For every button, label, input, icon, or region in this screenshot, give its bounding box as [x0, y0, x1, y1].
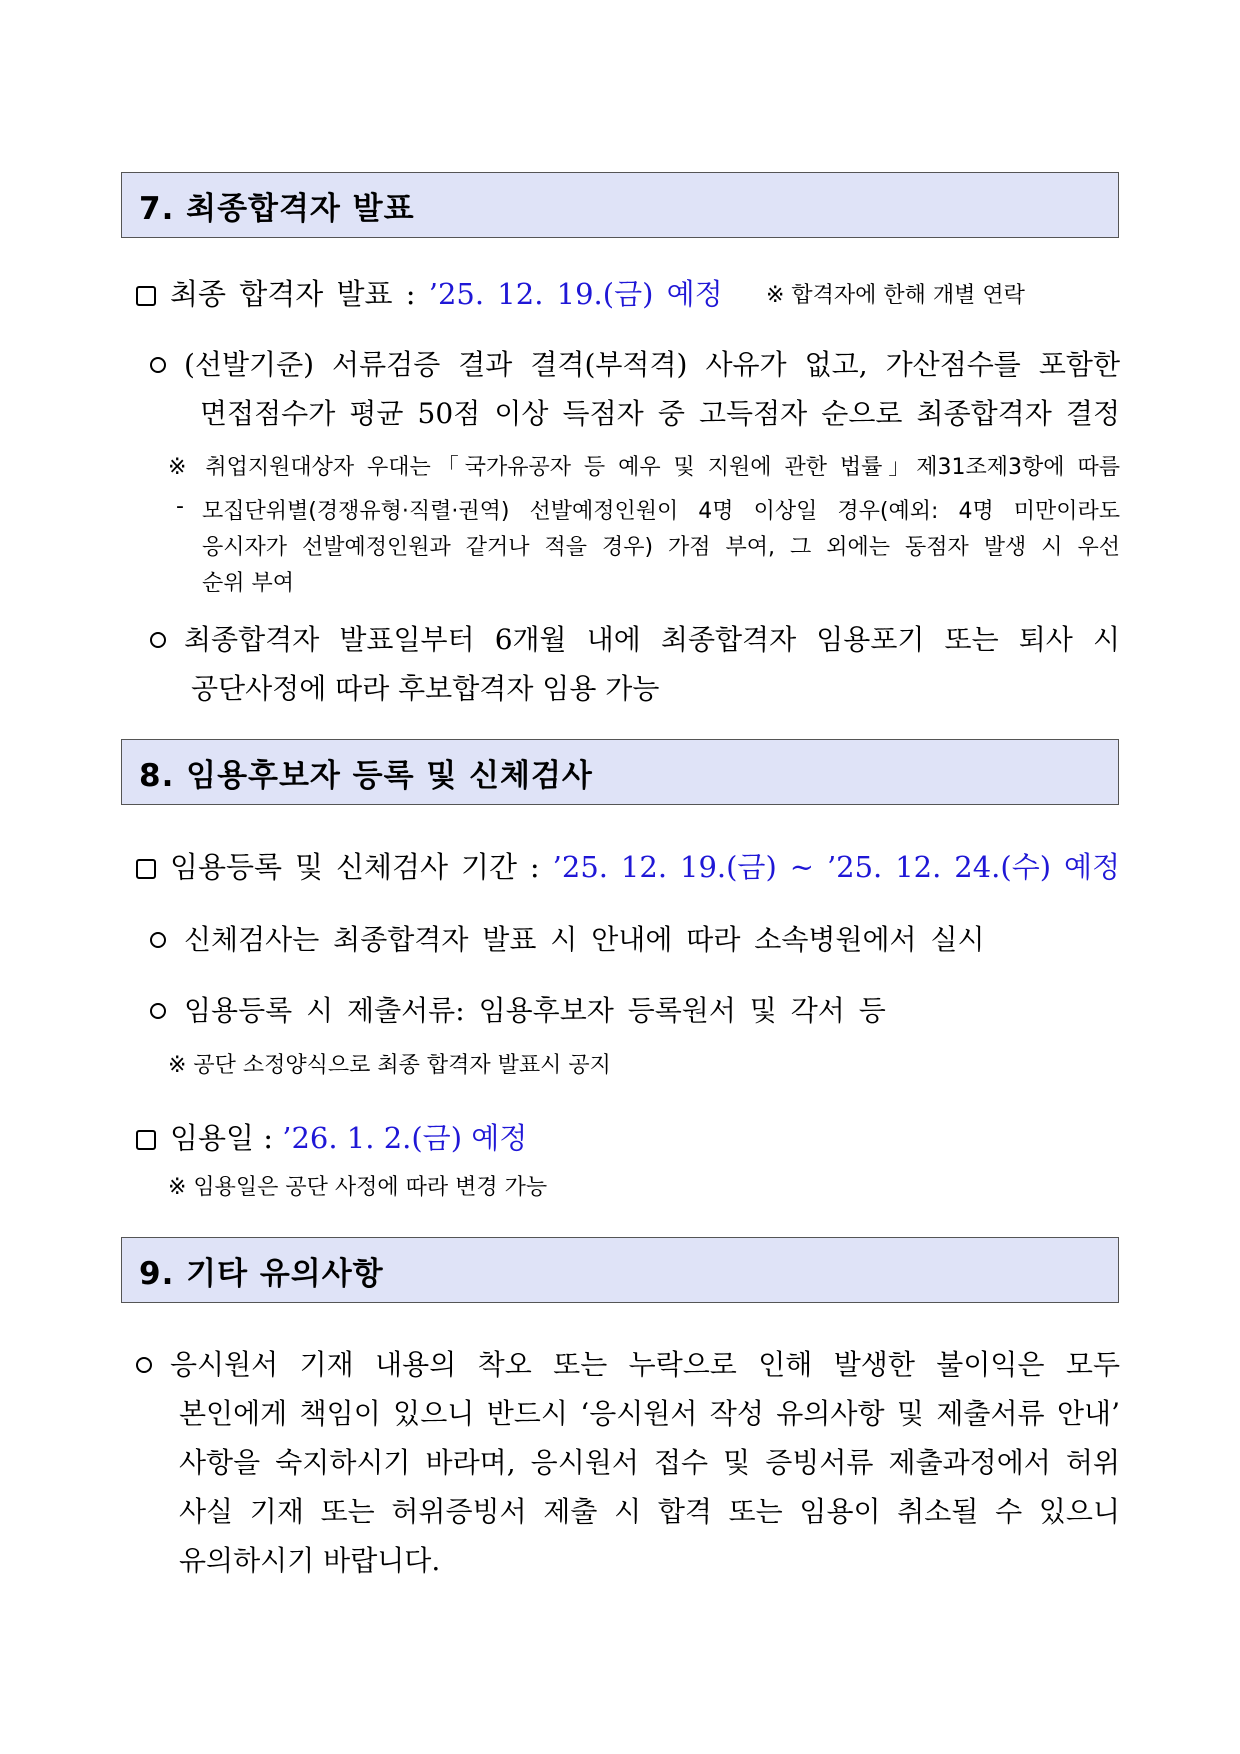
- section-8-title: 8. 임용후보자 등록 및 신체검사: [139, 758, 593, 794]
- appoint-line: [136, 1116, 527, 1157]
- announce-line: [136, 272, 723, 313]
- detail-line-2: 응시자가 선발예정인원과 같거나 적을 경우) 가점 부여, 그 외에는 동점자 발생 시 우선: [202, 535, 1120, 560]
- section-7-title: 7. 최종합격자 발표: [139, 191, 415, 227]
- detail-line-1: 모집단위별(경쟁유형·직렬·권역) 선발예정인원이 4명 이상일 경우(예외: 4명 미만이라도: [202, 499, 1120, 524]
- checkbox-square-icon: [136, 859, 156, 879]
- backup-line-1: 최종합격자 발표일부터 6개월 내에 최종합격자 임용포기 또는 퇴사 시: [184, 623, 1120, 656]
- circle-bullet-icon: [150, 357, 166, 373]
- period-line: [136, 845, 1120, 886]
- backup-line-2: 공단사정에 따라 후보합격자 임용 가능: [191, 672, 660, 705]
- criteria-line-2-wrap: [200, 389, 1120, 438]
- preference-note-wrap: [168, 450, 1120, 481]
- detail-line-3: 순위 부여: [202, 571, 295, 596]
- section-8-header: [121, 739, 1119, 805]
- announce-date: ’25. 12. 19.(금) 예정: [428, 277, 723, 311]
- section-9-header: [121, 1237, 1119, 1303]
- circle-bullet-icon: [150, 632, 166, 648]
- period-date: ’25. 12. 19.(금) ~ ’25. 12. 24.(수) 예정: [552, 850, 1121, 884]
- docs-item: [150, 986, 886, 1035]
- circle-bullet-icon: [150, 1003, 166, 1019]
- caution-line-3-wrap: [179, 1438, 1120, 1487]
- docs-text: 임용등록 시 제출서류: 임용후보자 등록원서 및 각서 등: [184, 994, 886, 1027]
- docs-note: ※ 공단 소정양식으로 최종 합격자 발표시 공지: [168, 1053, 611, 1078]
- caution-line-2: 본인에게 책임이 있으니 반드시 ‘응시원서 작성 유의사항 및 제출서류 안내’: [179, 1397, 1120, 1430]
- period-label: 임용등록 및 신체검사 기간 :: [170, 850, 540, 884]
- caution-line-3: 사항을 숙지하시기 바라며, 응시원서 접수 및 증빙서류 제출과정에서 허위: [179, 1446, 1120, 1479]
- caution-line-4-wrap: [179, 1487, 1120, 1536]
- exam-item: [150, 915, 985, 964]
- announce-note: ※ 합격자에 한해 개별 연락: [766, 283, 1025, 308]
- caution-item: [136, 1340, 1120, 1389]
- exam-text: 신체검사는 최종합격자 발표 시 안내에 따라 소속병원에서 실시: [184, 923, 985, 956]
- criteria-item: [150, 340, 1120, 389]
- detail-line-2-wrap: [202, 530, 1120, 561]
- appoint-date: ’26. 1. 2.(금) 예정: [282, 1121, 528, 1155]
- checkbox-square-icon: [136, 1130, 156, 1150]
- dash-marker: -: [176, 494, 184, 519]
- caution-line-4: 사실 기재 또는 허위증빙서 제출 시 합격 또는 임용이 취소될 수 있으니: [179, 1495, 1120, 1528]
- caution-line-5: 유의하시기 바랍니다.: [179, 1544, 441, 1577]
- announce-label: 최종 합격자 발표 :: [170, 277, 416, 311]
- circle-bullet-icon: [150, 932, 166, 948]
- criteria-line-1: (선발기준) 서류검증 결과 결격(부적격) 사유가 없고, 가산점수를 포함한: [184, 348, 1120, 381]
- caution-line-1: 응시원서 기재 내용의 착오 또는 누락으로 인해 발생한 불이익은 모두: [170, 1348, 1120, 1381]
- appoint-note: ※ 임용일은 공단 사정에 따라 변경 가능: [168, 1175, 548, 1200]
- section-9-title: 9. 기타 유의사항: [139, 1256, 384, 1292]
- section-7-header: [121, 172, 1119, 238]
- preference-note: ※ 취업지원대상자 우대는「국가유공자 등 예우 및 지원에 관한 법률」제31조제3항에 따름: [168, 455, 1120, 480]
- backup-item: [150, 615, 1120, 664]
- circle-bullet-icon: [136, 1357, 152, 1373]
- criteria-line-2: 면접점수가 평균 50점 이상 득점자 중 고득점자 순으로 최종합격자 결정: [200, 397, 1120, 430]
- appoint-label: 임용일 :: [170, 1121, 274, 1155]
- checkbox-square-icon: [136, 286, 156, 306]
- detail-line-1-wrap: [202, 494, 1120, 525]
- caution-line-2-wrap: [179, 1389, 1120, 1438]
